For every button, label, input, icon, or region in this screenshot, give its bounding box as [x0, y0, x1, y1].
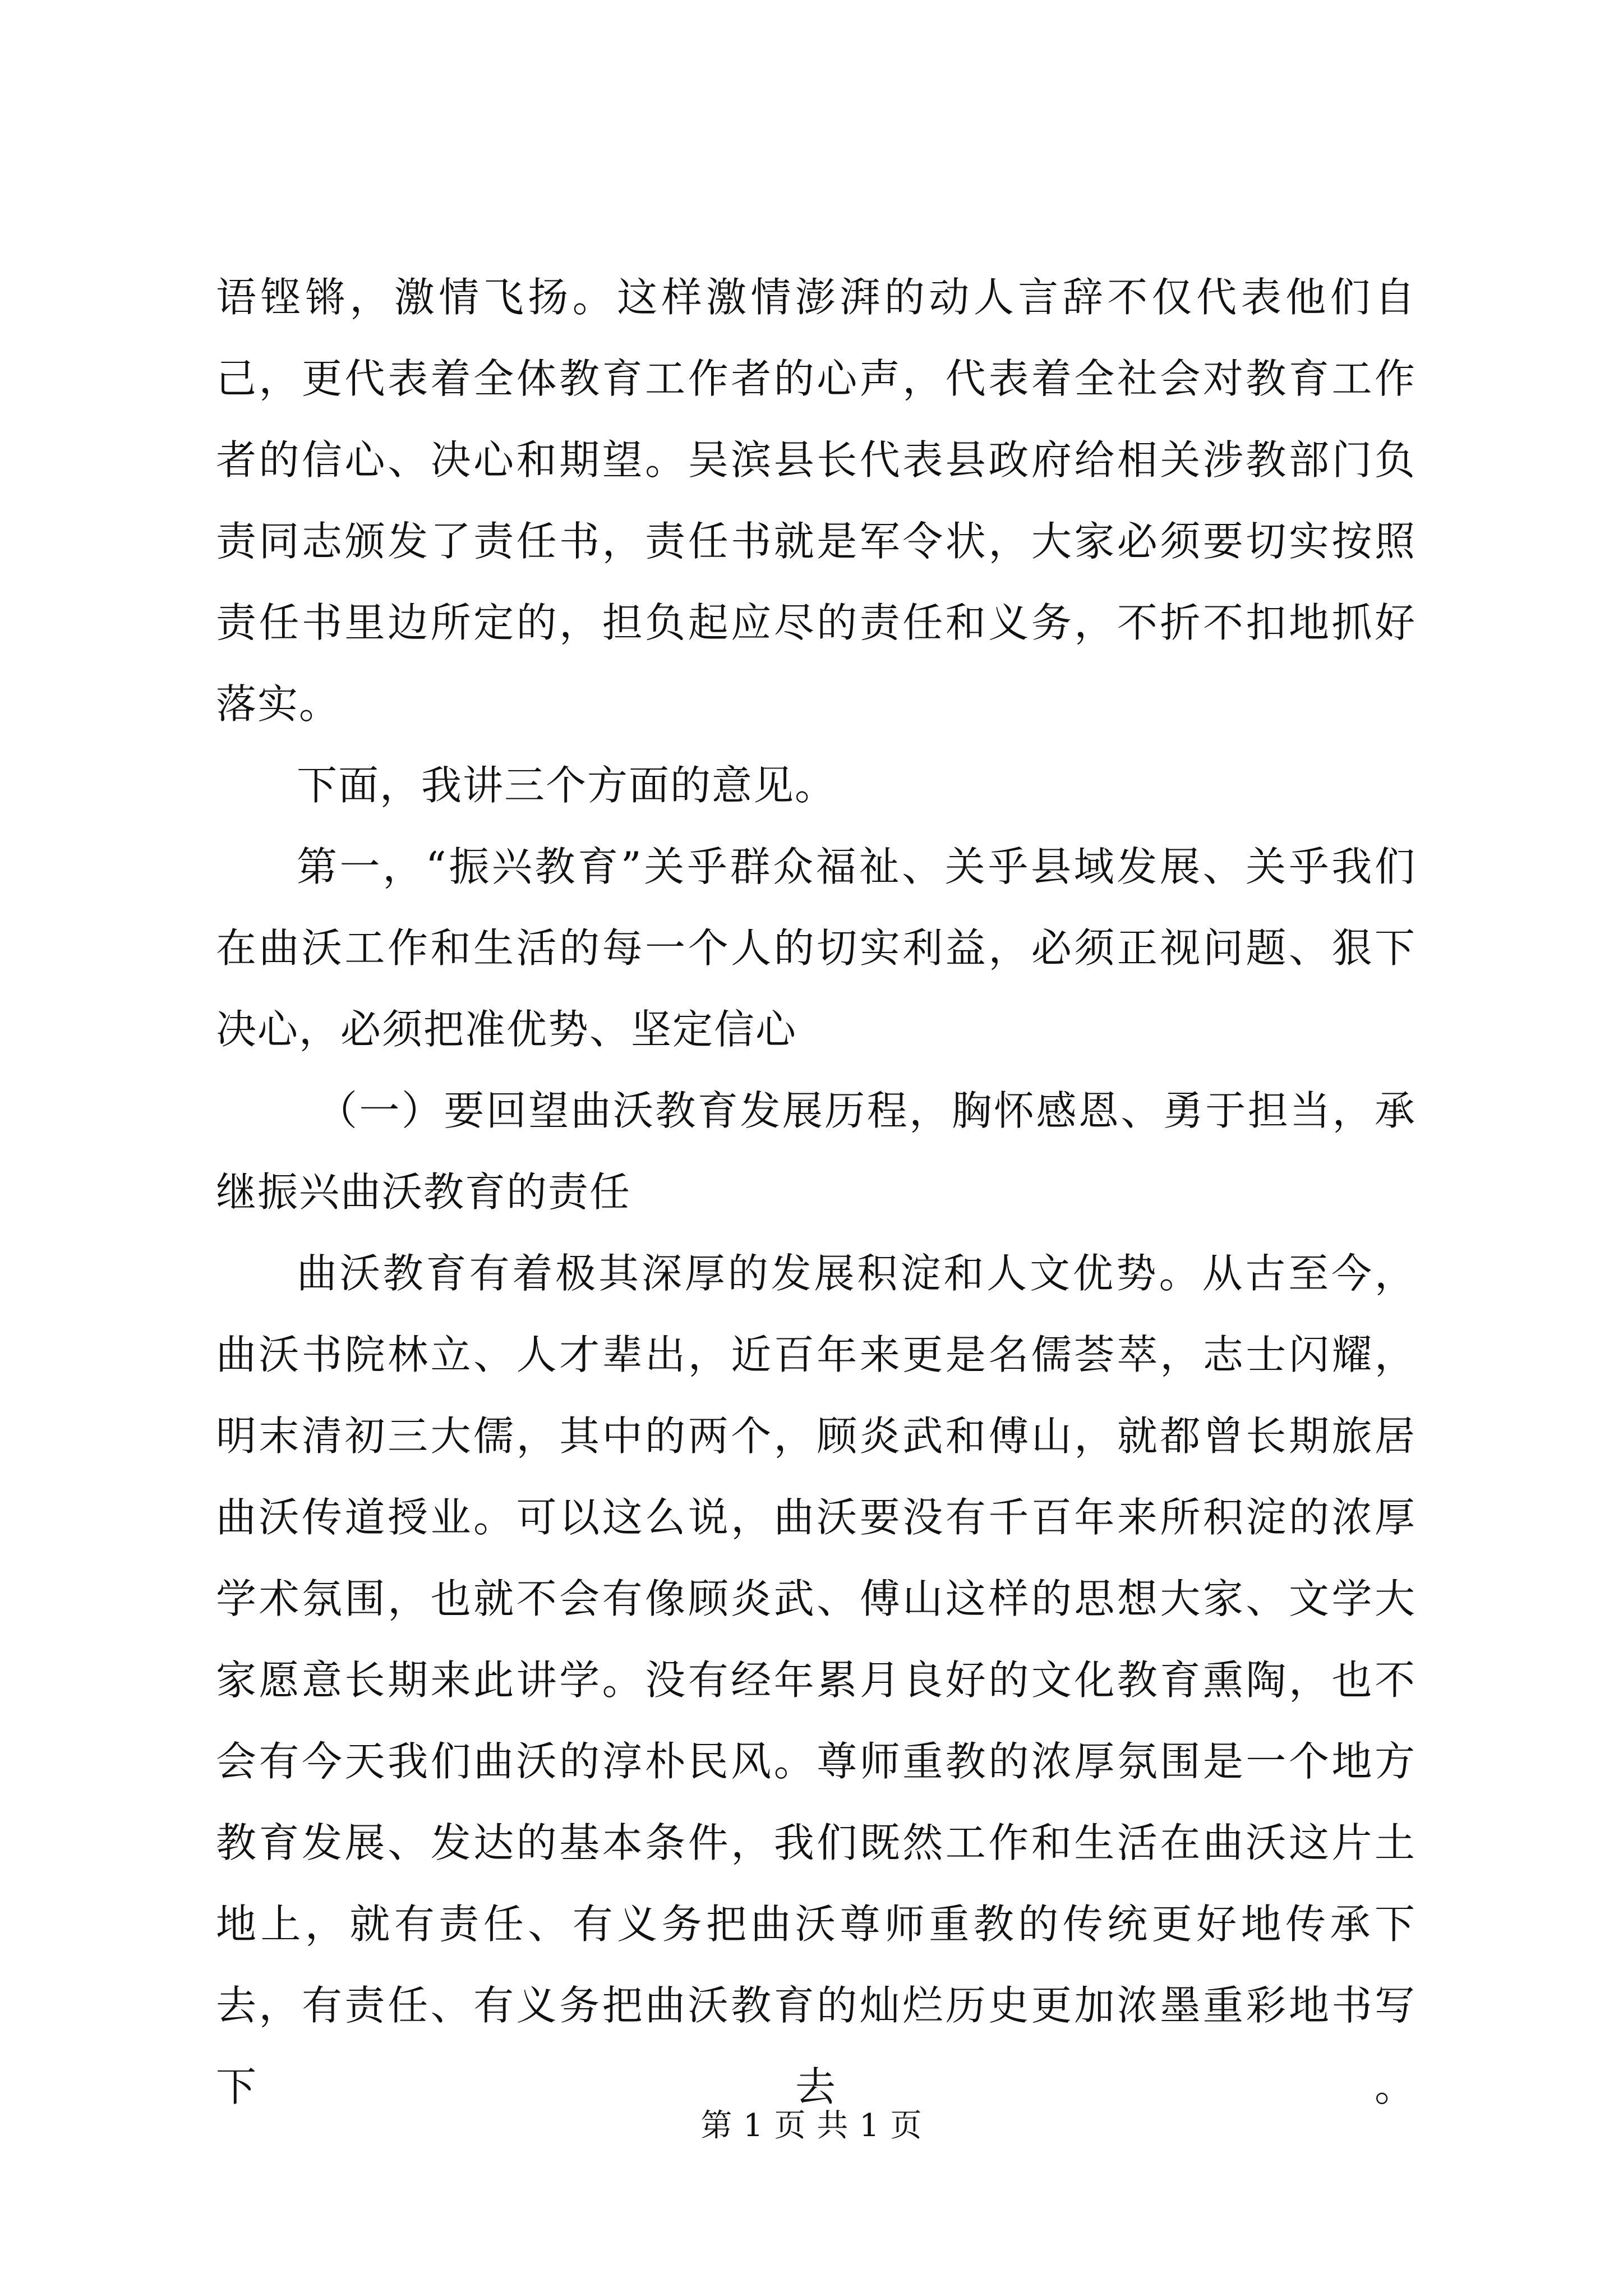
paragraph-history: 曲沃教育有着极其深厚的发展积淀和人文优势。从古至今，曲沃书院林立、人才辈出，近百年来更是名儒荟萃，志士闪耀，明末清初三大儒，其中的两个，顾炎武和傅山，就都曾长期旅居曲沃传道授业。可以这么说，曲沃要没有千百年来所积淀的浓厚学术氛围，也就不会有像顾炎武、傅山这样的思想大家、文学大家愿意长期来此讲学。没有经年累月良好的文化教育熏陶，也不会有今天我们曲沃的淳朴民风。尊师重教的浓厚氛围是一个地方教育发展、发达的基本条件，我们既然工作和生活在曲沃这片土地上，就有责任、有义务把曲沃尊师重教的传统更好地传承下去，有责任、有义务把曲沃教育的灿烂历史更加浓墨重彩地书写下去。	[216, 1250, 1416, 2110]
page-footer: 第 1 页 共 1 页	[700, 2108, 923, 2144]
document-body	[216, 257, 1416, 2128]
paragraph-continuation: 语铿锵，激情飞扬。这样激情澎湃的动人言辞不仅代表他们自己，更代表着全体教育工作者的心声，代表着全社会对教育工作者的信心、决心和期望。吴滨县长代表县政府给相关涉教部门负责同志颁发了责任书，责任书就是军令状，大家必须要切实按照责任书里边所定的，担负起应尽的责任和义务，不折不扣地抓好落实。	[216, 274, 1416, 728]
subsection-heading-one: （一）要回望曲沃教育发展历程，胸怀感恩、勇于担当，承继振兴曲沃教育的责任	[216, 1087, 1416, 1216]
section-heading-first: 第一，“振兴教育”关乎群众福祉、关乎县域发展、关乎我们在曲沃工作和生活的每一个人的切实利益，必须正视问题、狠下决心，必须把准优势、坚定信心	[216, 843, 1416, 1053]
paragraph-intro: 下面，我讲三个方面的意见。	[297, 762, 837, 809]
